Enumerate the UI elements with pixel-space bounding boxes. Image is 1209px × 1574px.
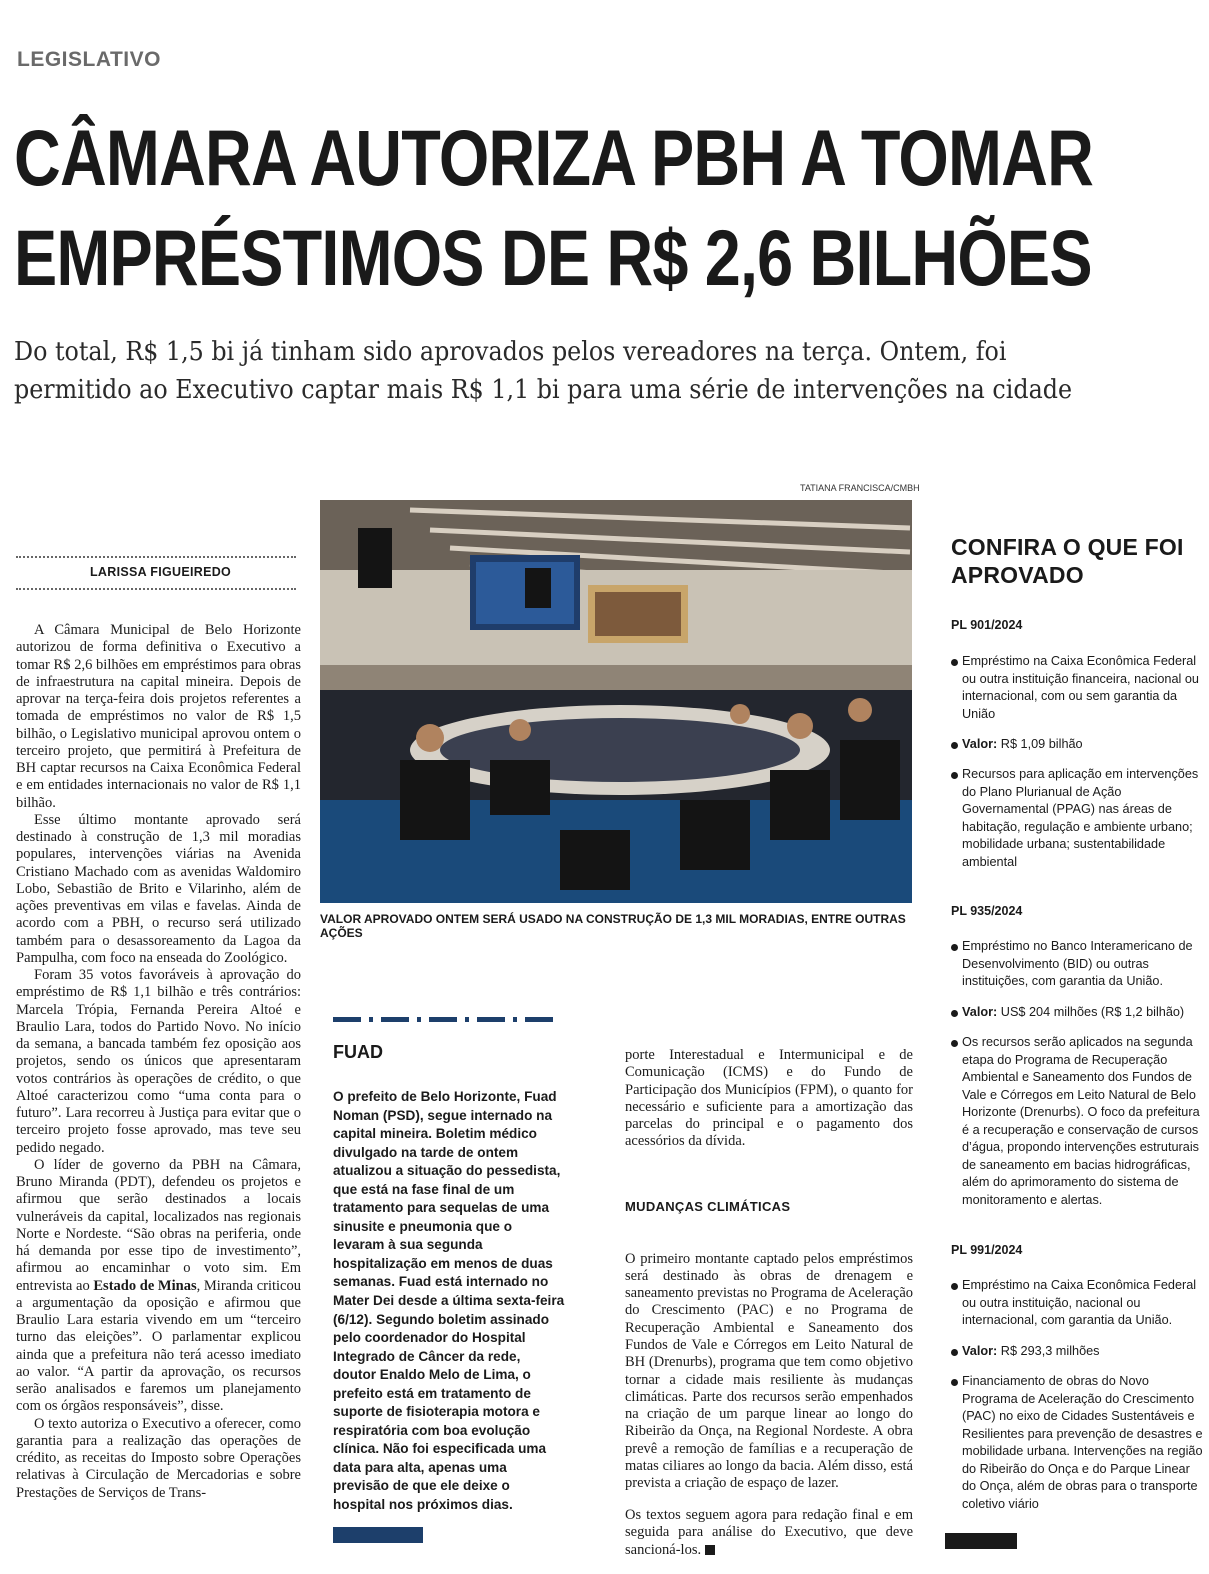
byline-divider-top (16, 556, 296, 558)
photo-caption: VALOR APROVADO ONTEM SERÁ USADO NA CONSTRUÇÃO DE 1,3 MIL MORADIAS, ENTRE OUTRAS AÇÕES (320, 912, 906, 940)
fuad-box-end-bar (333, 1527, 423, 1543)
bullet-icon (951, 1010, 958, 1017)
sidebar-pl-code: PL 901/2024 (951, 618, 1023, 632)
article-paragraph: O texto autoriza o Executivo a oferecer, como garantia para a realização das operações de crédito, as receitas do Imposto sobre Operações relativas à Circulação de Mercadorias e sobre Prestações de Serviços de Trans- (16, 1415, 301, 1501)
value-label: Valor: (962, 737, 998, 751)
sidebar-end-bar (945, 1533, 1017, 1549)
deck (14, 333, 1107, 409)
article-paragraph (16, 1157, 301, 1416)
bullet-text (962, 736, 1203, 754)
article-paragraph: A Câmara Municipal de Belo Horizonte autorizou de forma definitiva o Executivo a tomar R$ 2,6 bilhões em empréstimos para obras de infraestrutura na capital mineira. Depois de aprovar na terça-feira dois projetos referentes a tomada de empréstimos no valor de R$ 1,5 bilhão, o Legislativo municipal aprovou ontem o terceiro projeto, que permitirá à Prefeitura de BH captar recursos na Caixa Econômica Federal e em entidades internacionais no valor de R$ 1,1 bilhão. (16, 622, 301, 811)
article-paragraph: Foram 35 votos favoráveis à aprovação do empréstimo de R$ 1,1 bilhão e três contrários: Marcela Trópia, Fernanda Pereira Altoé e Braulio Lara, todos do Partido Novo. No início da semana, a bancada também fez oposição aos projetos, sendo os únicos que apresentaram votos contrários às operações de crédito, o que Altoé caracterizou como “uma conta para o futuro”. Lara recorreu à Justiça para evitar que o terceiro projeto fosse aprovado, mas teve seu pedido negado. (16, 967, 301, 1156)
fuad-box-title: FUAD (333, 1042, 383, 1062)
sidebar-pl-code: PL 935/2024 (951, 904, 1023, 918)
photo-credit: TATIANA FRANCISCA/CMBH (800, 483, 920, 493)
bullet-text: Empréstimo no Banco Interamericano de Desenvolvimento (BID) ou outras instituições, com garantia da União. (962, 939, 1193, 988)
article-paragraph: Esse último montante aprovado será destinado à construção de 1,3 mil moradias populares, intervenções viárias na Avenida Cristiano Machado com as avenidas Waldomiro Lobo, Sebastião de Brito e Vilarinho, além de ações preventivas em vilas e favelas. Ainda de acordo com a PBH, o recurso será utilizado também para o desassoreamento da Lagoa da Pampulha, com foco na enseada do Zoológico. (16, 811, 301, 966)
section-label: LEGISLATIVO (17, 48, 161, 71)
sidebar-bullet (951, 736, 1203, 754)
byline-divider-bottom (16, 588, 296, 590)
newspaper-name: Estado de Minas (93, 1277, 197, 1294)
bullet-text: Empréstimo na Caixa Econômica Federal ou outra instituição financeira, nacional ou internacional, com ou sem garantia da União (962, 654, 1199, 721)
value-amount: US$ 204 milhões (R$ 1,2 bilhão) (997, 1005, 1185, 1019)
sidebar-title: CONFIRA O QUE FOI APROVADO (951, 534, 1184, 588)
article-column-3-top (625, 1047, 913, 1151)
sidebar-bullet (951, 766, 1203, 871)
headline (14, 108, 1094, 308)
bullet-icon (951, 1040, 958, 1047)
value-label: Valor: (962, 1344, 998, 1358)
byline: LARISSA FIGUEIREDO (90, 565, 232, 579)
fuad-box-rule (333, 1017, 558, 1022)
article-paragraph (625, 1507, 913, 1559)
sidebar-bullet (951, 1277, 1203, 1330)
council-chamber-illustration (320, 500, 912, 903)
paragraph-text: , Miranda criticou a argumentação da oposição e afirmou que Braulio Lara estaria vivendo em um “terceiro turno das eleições”. O parlamentar explicou ainda que a prefeitura não terá acesso imediato ao valor. “A partir da aprovação, os recursos serão analisados e faremos um planejamento com os órgãos responsáveis”, disse. (16, 1277, 301, 1415)
bullet-icon (951, 659, 958, 666)
deck-line-1: Do total, R$ 1,5 bi já tinham sido aprovados pelos vereadores na terça. Ontem, foi (14, 337, 1007, 367)
headline-line-1: CÂMARA AUTORIZA PBH A TOMAR (14, 113, 1094, 202)
bullet-text: Os recursos serão aplicados na segunda etapa do Programa de Recuperação Ambiental e Saneamento dos Fundos de Vale e Córregos em Leito Natural de Belo Horizonte (Drenurbs). O foco da prefeitura é a recuperação e conservação de cursos d’água, propondo intervenções estruturais de saneamento em bacias hidrográficas, além do aprimoramento do sistema de monitoramento e alertas. (962, 1035, 1200, 1207)
article-paragraph: O primeiro montante captado pelos empréstimos será destinado às obras de drenagem e saneamento previstas no Programa de Aceleração do Crescimento (PAC) e no Programa de Recuperação Ambiental e Saneamento dos Fundos de Vale e Córregos em Leito Natural de BH (Drenurbs), programa que tem como objetivo tornar a cidade mais resiliente às mudanças climáticas. Parte dos recursos serão empenhados na criação de um parque linear ao longo do Ribeirão da Onça, na Regional Nordeste. A obra prevê a remoção de famílias e a recuperação de matas ciliares ao longo da bacia. Além disso, está prevista a criação de espaço de lazer. (625, 1250, 913, 1492)
value-amount: R$ 1,09 bilhão (997, 737, 1083, 751)
bullet-text: Recursos para aplicação em intervenções do Plano Plurianual de Ação Governamental (PPAG) nas áreas de habitação, regulação e ambiente urbano; mobilidade urbana; sustentabilidade ambiental (962, 767, 1199, 869)
sidebar-bullet (951, 653, 1203, 723)
bullet-icon (951, 944, 958, 951)
sidebar-bullet (951, 1373, 1203, 1513)
sidebar-bullet (951, 938, 1203, 991)
sidebar-pl-code: PL 991/2024 (951, 1243, 1023, 1257)
bullet-icon (951, 1349, 958, 1356)
bullet-icon (951, 742, 958, 749)
bullet-text (962, 1004, 1203, 1022)
headline-line-2: EMPRÉSTIMOS DE R$ 2,6 BILHÕES (14, 213, 1092, 302)
deck-line-2: permitido ao Executivo captar mais R$ 1,1 bi para uma série de intervenções na cidade (14, 375, 1073, 405)
bullet-text: Empréstimo na Caixa Econômica Federal ou outra instituição, nacional ou internacional, com garantia da União. (962, 1278, 1197, 1327)
bullet-icon (951, 772, 958, 779)
bullet-text: Financiamento de obras do Novo Programa de Aceleração do Crescimento (PAC) no eixo de Cidades Sustentáveis e Resilientes para prevenção de desastres e mobilidade urbana. Intervenções na região do Ribeirão do Onça e do Parque Linear do Onça, além de obras para o transporte coletivo viário (962, 1374, 1203, 1511)
sidebar-bullet (951, 1343, 1203, 1361)
sidebar-bullet (951, 1034, 1203, 1209)
value-label: Valor: (962, 1005, 998, 1019)
fuad-box-text: O prefeito de Belo Horizonte, Fuad Noman (PSD), segue internado na capital mineira. Boletim médico divulgado na tarde de ontem atualizou a situação do pessedista, que está na fase final de um tratamento para sequelas de uma sinusite e pneumonia que o levaram à sua segunda hospitalização em menos de duas semanas. Fuad está internado no Mater Dei desde a última sexta-feira (6/12). Segundo boletim assinado pelo coordenador do Hospital Integrado de Câncer da rede, doutor Enaldo Melo de Lima, o prefeito está em tratamento de suporte de fisioterapia motora e respiratória com boa evolução clínica. Não foi especificada uma data para alta, apenas uma previsão de que ele deixe o hospital nos próximos dias. (333, 1089, 565, 1513)
article-paragraph: porte Interestadual e Intermunicipal e de Comunicação (ICMS) e do Fundo de Participação dos Municípios (FPM), o quanto for necessário e suficiente para a amortização das parcelas do principal e o pagamento dos acessórios da dívida. (625, 1047, 913, 1150)
council-chamber-photo (320, 500, 912, 903)
value-amount: R$ 293,3 milhões (997, 1344, 1100, 1358)
end-mark-icon (705, 1545, 715, 1555)
paragraph-text: Os textos seguem agora para redação final e em seguida para análise do Executivo, que deve sancioná-los. (625, 1507, 913, 1558)
bullet-icon (951, 1379, 958, 1386)
paragraph-text: O líder de governo da PBH na Câmara, Bruno Miranda (PDT), defendeu os projetos e afirmou que serão destinados a locais vulneráveis da capital, localizados nas regionais Norte e Nordeste. “São obras na periferia, onde há demanda por esse tipo de investimento”, afirmou ao encaminhar o voto sim. Em entrevista ao (16, 1156, 301, 1294)
article-subhead: MUDANÇAS CLIMÁTICAS (625, 1199, 791, 1214)
article-column-3-bottom (625, 1236, 913, 1574)
bullet-text (962, 1343, 1203, 1361)
article-column-1 (16, 622, 301, 1502)
sidebar-bullet (951, 1004, 1203, 1022)
bullet-icon (951, 1283, 958, 1290)
